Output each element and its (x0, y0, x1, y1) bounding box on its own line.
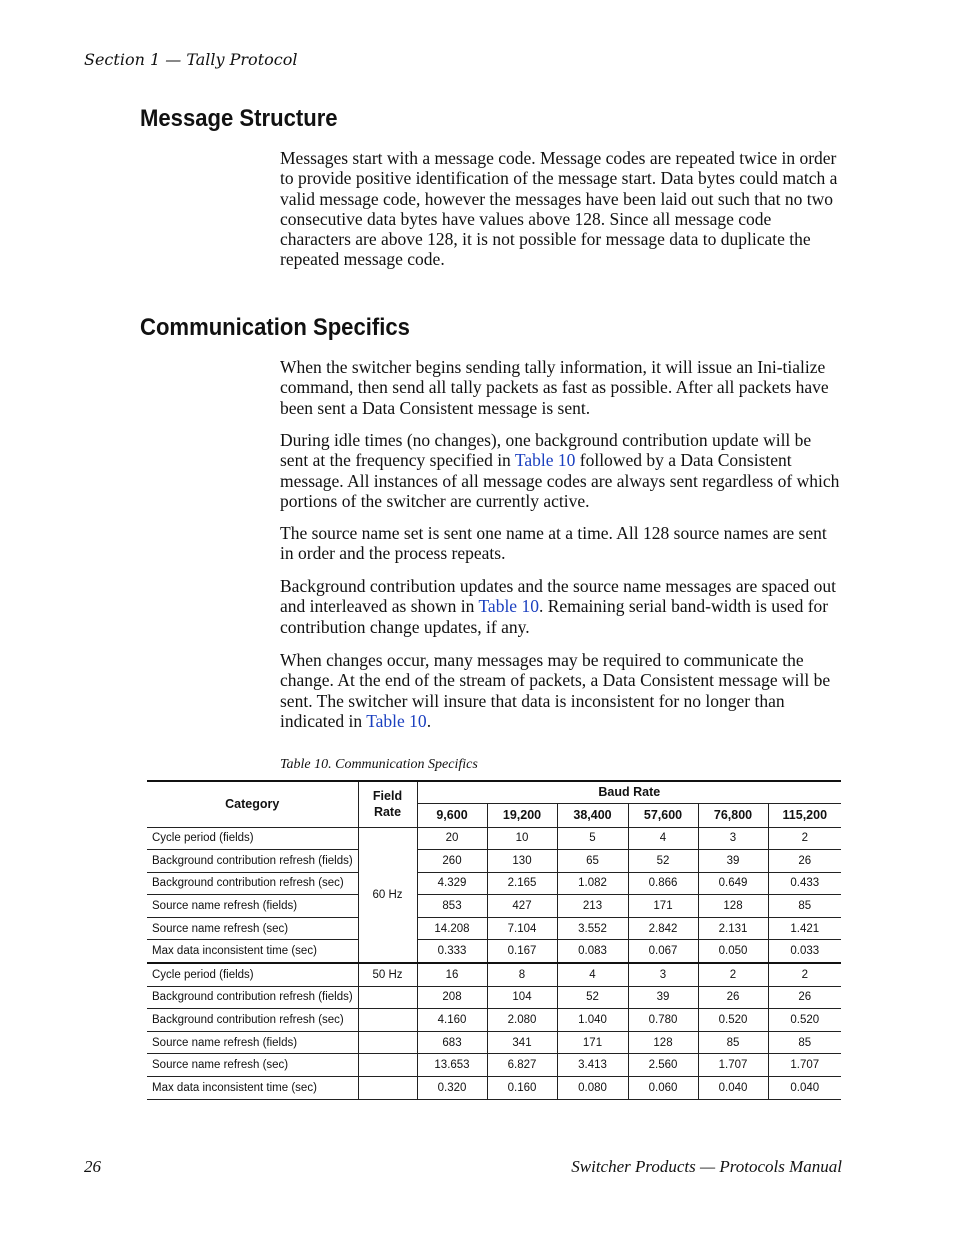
row-value: 104 (487, 986, 557, 1009)
row-value: 65 (557, 850, 628, 873)
row-value: 0.160 (487, 1077, 557, 1100)
row-value: 0.080 (557, 1077, 628, 1100)
row-value: 260 (417, 850, 487, 873)
row-category: Source name refresh (sec) (147, 917, 358, 940)
row-value: 0.520 (698, 1009, 768, 1032)
row-value: 2.131 (698, 917, 768, 940)
row-category: Max data inconsistent time (sec) (147, 940, 358, 963)
row-value: 2.165 (487, 872, 557, 895)
row-value: 14.208 (417, 917, 487, 940)
row-value: 3 (698, 827, 768, 850)
row-category: Max data inconsistent time (sec) (147, 1077, 358, 1100)
header-baud-0: 9,600 (417, 803, 487, 827)
row-value: 2 (698, 963, 768, 986)
row-category: Source name refresh (sec) (147, 1054, 358, 1077)
row-value: 85 (698, 1031, 768, 1054)
field-rate-empty (358, 1009, 417, 1032)
table-10-link[interactable]: Table 10 (478, 596, 539, 617)
row-value: 0.067 (628, 940, 698, 963)
row-value: 2.842 (628, 917, 698, 940)
row-value: 208 (417, 986, 487, 1009)
row-value: 7.104 (487, 917, 557, 940)
comm-paragraph-2-text-a: During idle times (no changes), one background contribution update will be sent at the frequency specified in (280, 430, 812, 471)
row-value: 853 (417, 895, 487, 918)
row-value: 0.167 (487, 940, 557, 963)
row-value: 52 (557, 986, 628, 1009)
row-value: 5 (557, 827, 628, 850)
message-structure-paragraph: Messages start with a message code. Message codes are repeated twice in order to provide positive identification of the message start. Data bytes could match a valid message code, however the messages have been laid out such that no two consecutive data bytes have values above 128. Since all message code characters are above 128, it is not possible for message data to duplicate the repeated message code. (280, 148, 838, 270)
field-rate-empty (358, 1054, 417, 1077)
row-category: Source name refresh (fields) (147, 1031, 358, 1054)
header-field-rate-line2: Rate (373, 805, 402, 820)
row-value: 20 (417, 827, 487, 850)
row-value: 2.560 (628, 1054, 698, 1077)
row-value: 10 (487, 827, 557, 850)
row-value: 0.320 (417, 1077, 487, 1100)
row-value: 0.040 (768, 1077, 841, 1100)
row-value: 3 (628, 963, 698, 986)
comm-paragraph-5-text-a: When changes occur, many messages may be required to communicate the change. At the end of the stream of packets, a Data Consistent message will be sent. The switcher will insure that data is inconsistent for no longer than indicated in (280, 650, 831, 731)
table-row (147, 917, 841, 940)
table-row (147, 940, 841, 963)
row-value: 3.552 (557, 917, 628, 940)
row-value: 26 (768, 986, 841, 1009)
row-value: 2.080 (487, 1009, 557, 1032)
row-value: 39 (628, 986, 698, 1009)
table-10-link[interactable]: Table 10 (514, 450, 576, 471)
row-value: 171 (557, 1031, 628, 1054)
row-value: 128 (628, 1031, 698, 1054)
row-category: Background contribution refresh (sec) (147, 1009, 358, 1032)
field-rate-empty (358, 986, 417, 1009)
row-value: 1.707 (768, 1054, 841, 1077)
row-value: 85 (768, 1031, 841, 1054)
row-value: 52 (628, 850, 698, 873)
row-category: Background contribution refresh (fields) (147, 986, 358, 1009)
row-value: 2 (768, 963, 841, 986)
row-value: 1.421 (768, 917, 841, 940)
header-baud-rate: Baud Rate (417, 781, 841, 803)
comm-paragraph-4-text-b: . Remaining serial band-width is used for contribution change updates, if any. (280, 596, 829, 637)
row-value: 0.033 (768, 940, 841, 963)
row-value: 171 (628, 895, 698, 918)
row-value: 6.827 (487, 1054, 557, 1077)
header-field-rate-line1: Field (372, 789, 403, 804)
row-value: 0.780 (628, 1009, 698, 1032)
comm-paragraph-1: When the switcher begins sending tally information, it will issue an Ini-tialize command, then send all tally packets as fast as possible. After all packets have been sent a Data Consistent message is sent. (280, 357, 829, 418)
row-value: 1.040 (557, 1009, 628, 1032)
row-category: Source name refresh (fields) (147, 895, 358, 918)
row-value: 85 (768, 895, 841, 918)
field-rate-empty (358, 1077, 417, 1100)
row-value: 683 (417, 1031, 487, 1054)
field-rate-empty (358, 1031, 417, 1054)
row-value: 0.433 (768, 872, 841, 895)
row-value: 4.160 (417, 1009, 487, 1032)
row-value: 0.520 (768, 1009, 841, 1032)
comm-paragraph-3: The source name set is sent one name at a time. All 128 source names are sent in order and the process repeats. (280, 523, 827, 564)
row-value: 0.649 (698, 872, 768, 895)
header-baud-1: 19,200 (487, 803, 557, 827)
message-structure-heading: Message Structure (140, 105, 338, 132)
table-row (147, 895, 841, 918)
table-row (147, 827, 841, 850)
row-value: 0.060 (628, 1077, 698, 1100)
table-row (147, 963, 841, 986)
row-value: 4 (628, 827, 698, 850)
table-row (147, 1031, 841, 1054)
table-row (147, 986, 841, 1009)
row-value: 26 (768, 850, 841, 873)
running-header: Section 1 — Tally Protocol (84, 50, 298, 69)
communication-specifics-heading: Communication Specifics (140, 314, 410, 341)
comm-paragraph-4 (280, 576, 842, 637)
comm-paragraph-4-text-a: Background contribution updates and the source name messages are spaced out and interleaved as shown in (280, 576, 836, 617)
table-row (147, 1054, 841, 1077)
row-value: 16 (417, 963, 487, 986)
communication-specifics-table (147, 780, 841, 1100)
header-field-rate (358, 781, 417, 827)
row-value: 130 (487, 850, 557, 873)
row-value: 2 (768, 827, 841, 850)
row-value: 13.653 (417, 1054, 487, 1077)
row-value: 0.050 (698, 940, 768, 963)
row-value: 341 (487, 1031, 557, 1054)
header-baud-2: 38,400 (557, 803, 628, 827)
row-value: 39 (698, 850, 768, 873)
comm-paragraph-5 (280, 650, 842, 731)
table-row (147, 1077, 841, 1100)
table-row (147, 872, 841, 895)
row-value: 213 (557, 895, 628, 918)
table-row (147, 850, 841, 873)
footer-manual-title: Switcher Products — Protocols Manual (571, 1157, 842, 1176)
row-category: Cycle period (fields) (147, 963, 358, 986)
header-baud-3: 57,600 (628, 803, 698, 827)
row-value: 26 (698, 986, 768, 1009)
row-value: 4.329 (417, 872, 487, 895)
row-value: 3.413 (557, 1054, 628, 1077)
row-value: 0.040 (698, 1077, 768, 1100)
header-category: Category (147, 781, 358, 827)
row-category: Background contribution refresh (sec) (147, 872, 358, 895)
table-10-link[interactable]: Table 10 (366, 710, 427, 731)
field-rate-60hz: 60 Hz (358, 827, 417, 963)
row-value: 1.707 (698, 1054, 768, 1077)
row-value: 0.333 (417, 940, 487, 963)
table-caption: Table 10. Communication Specifics (280, 757, 478, 772)
row-category: Background contribution refresh (fields) (147, 850, 358, 873)
row-value: 427 (487, 895, 557, 918)
row-value: 8 (487, 963, 557, 986)
comm-paragraph-2-text-b: followed by a Data Consistent message. All instances of all message codes are always sent regardless of which portions of the switcher are currently active. (280, 450, 840, 511)
header-baud-5: 115,200 (768, 803, 841, 827)
row-value: 1.082 (557, 872, 628, 895)
field-rate-50hz: 50 Hz (358, 963, 417, 986)
row-value: 128 (698, 895, 768, 918)
page-number: 26 (84, 1157, 101, 1176)
row-category: Cycle period (fields) (147, 827, 358, 850)
table-row (147, 1009, 841, 1032)
comm-paragraph-5-text-b: . (426, 710, 432, 731)
row-value: 0.866 (628, 872, 698, 895)
comm-paragraph-2 (280, 430, 842, 511)
row-value: 4 (557, 963, 628, 986)
header-baud-4: 76,800 (698, 803, 768, 827)
row-value: 0.083 (557, 940, 628, 963)
